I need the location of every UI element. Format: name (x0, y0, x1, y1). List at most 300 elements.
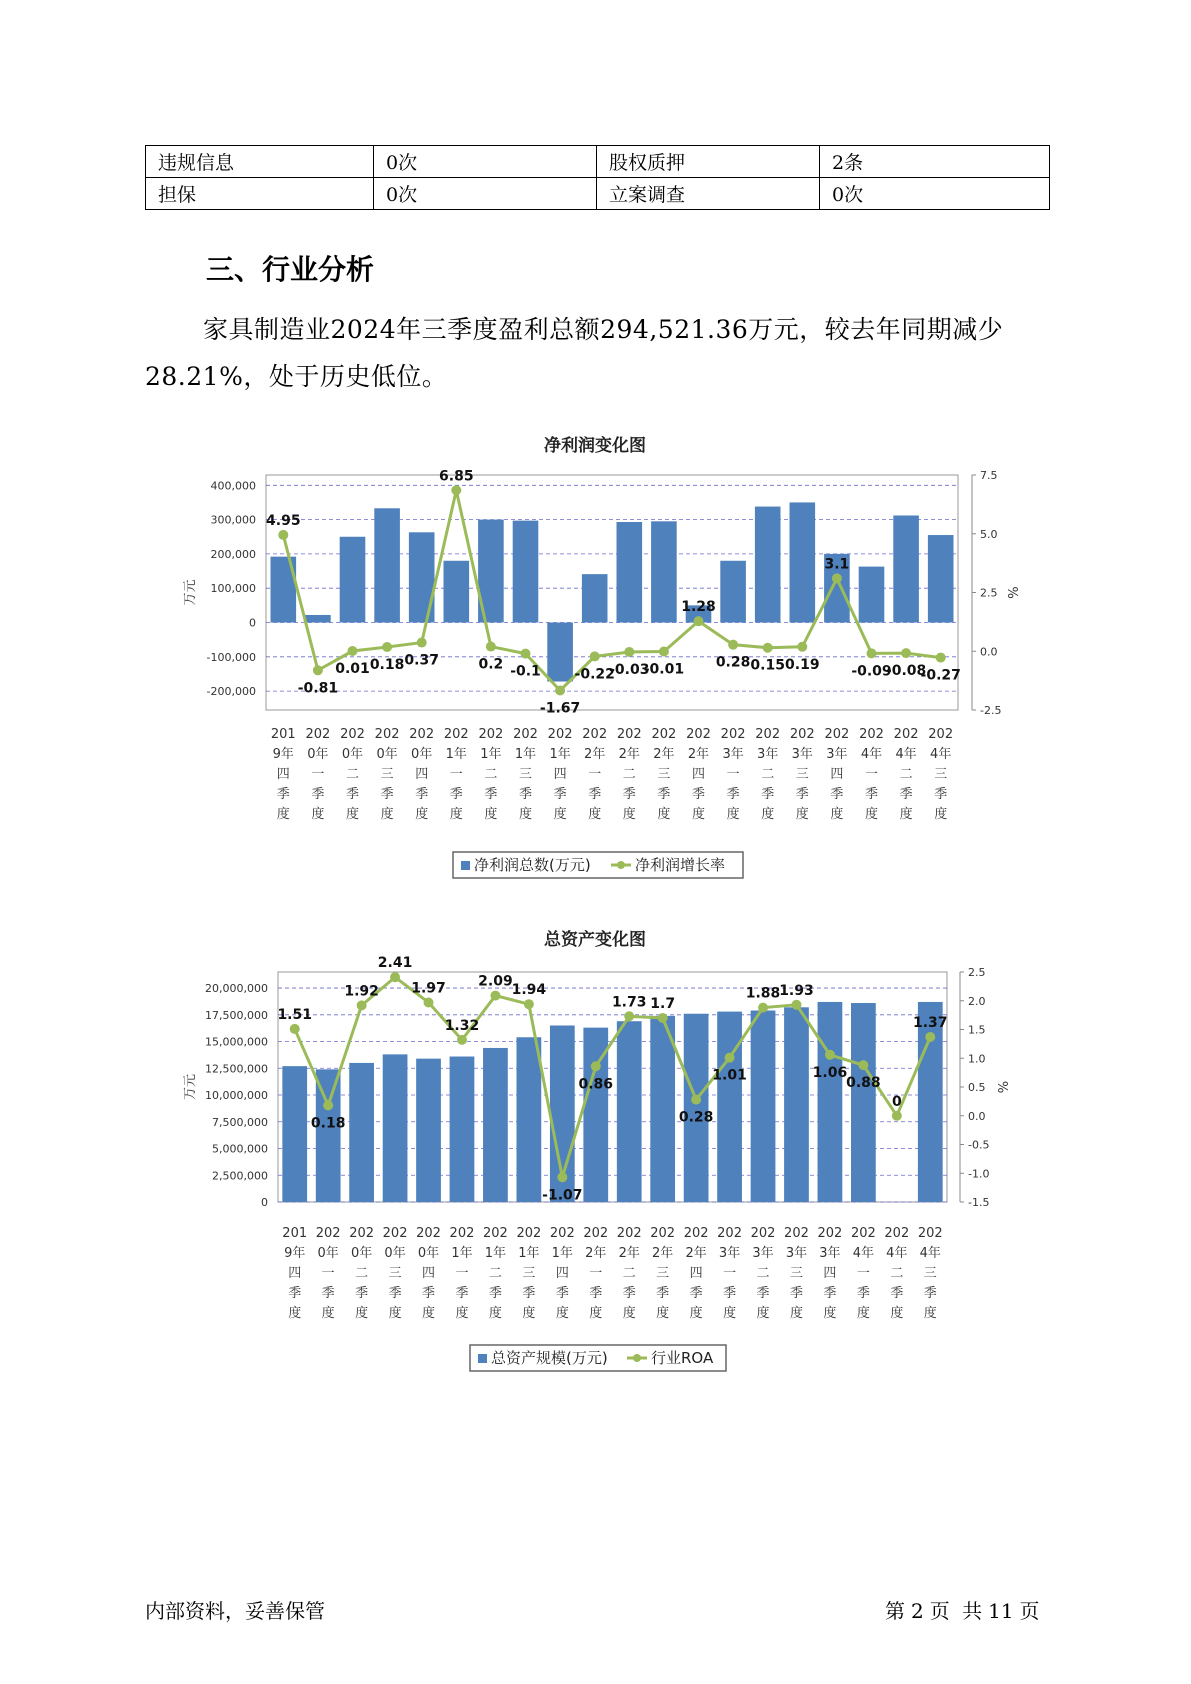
x-tick-label: 季 (856, 1286, 870, 1301)
bar (651, 521, 677, 622)
x-tick-label: 度 (276, 807, 290, 822)
x-tick-label: 202 (928, 727, 954, 742)
data-label: 3.1 (824, 556, 850, 573)
x-tick-label: 202 (382, 1226, 408, 1241)
x-tick-label: 度 (288, 1306, 302, 1321)
x-tick-label: 季 (864, 787, 879, 802)
x-tick-label: 季 (657, 787, 671, 802)
x-tick-label: 季 (553, 787, 567, 802)
x-tick-label: 季 (288, 1286, 302, 1301)
y-tick-label: 5,000,000 (212, 1142, 268, 1156)
bar (893, 515, 919, 622)
x-tick-label: 2年 (652, 1246, 674, 1261)
line-point (725, 1053, 735, 1063)
x-tick-label: 季 (756, 1286, 770, 1301)
bar (547, 623, 573, 682)
x-tick-label: 2年 (687, 747, 710, 762)
line-point (892, 1111, 902, 1121)
line-point (763, 643, 773, 653)
data-label: 1.28 (681, 599, 716, 616)
y-tick-label: 0 (261, 1196, 268, 1209)
x-tick-label: 四 (553, 767, 567, 782)
x-tick-label: 季 (415, 787, 429, 802)
x-tick-label: 4年 (919, 1246, 941, 1261)
x-tick-label: 季 (656, 1286, 670, 1301)
x-tick-label: 202 (583, 1226, 609, 1241)
x-tick-label: 二 (622, 767, 636, 782)
x-tick-label: 4年 (930, 747, 952, 762)
x-tick-label: 季 (345, 787, 360, 802)
data-label: 2.09 (478, 973, 513, 990)
x-tick-label: 四 (830, 767, 844, 782)
line-point (555, 685, 565, 695)
x-tick-label: 4年 (886, 1246, 908, 1261)
x-tick-label: 2年 (585, 1246, 607, 1261)
x-tick-label: 4年 (895, 747, 917, 762)
x-tick-label: 度 (522, 1306, 536, 1321)
x-tick-label: 度 (488, 1306, 502, 1321)
x-tick-label: 二 (355, 1266, 369, 1281)
line-point (936, 653, 946, 663)
bar (282, 1066, 307, 1202)
y2-tick-label: 0.5 (968, 1081, 986, 1094)
line-point (278, 530, 288, 540)
bar (443, 561, 469, 623)
x-tick-label: 3年 (826, 747, 848, 762)
legend-swatch-point (617, 861, 625, 869)
x-tick-label: 度 (899, 807, 913, 822)
line-point (323, 1100, 333, 1110)
legend-swatch-bar (461, 861, 470, 870)
x-tick-label: 四 (276, 767, 290, 782)
line-point (624, 647, 634, 657)
line-point (490, 991, 500, 1001)
x-tick-label: 度 (311, 807, 325, 822)
line-point (290, 1024, 300, 1034)
y-tick-label: 15,000,000 (205, 1035, 268, 1049)
bar (374, 508, 400, 622)
y2-tick-label: -1.0 (968, 1167, 990, 1181)
bar (789, 502, 815, 622)
x-tick-label: 202 (650, 1226, 676, 1241)
x-tick-label: 三 (934, 767, 948, 782)
x-tick-label: 二 (484, 767, 498, 782)
y2-axis-title: % (1007, 586, 1022, 599)
x-tick-label: 202 (340, 727, 365, 742)
x-tick-label: 季 (890, 1286, 904, 1301)
net-profit-chart (0, 425, 1191, 885)
section-title: 三、行业分析 (206, 253, 375, 286)
data-label: 1.73 (611, 994, 647, 1011)
x-tick-label: 季 (388, 1286, 402, 1301)
line-point (825, 1050, 835, 1060)
y-tick-label: 17,500,000 (205, 1008, 268, 1022)
legend-swatch-point (633, 1354, 641, 1362)
data-label: 2.41 (377, 955, 413, 972)
line-point (658, 1013, 668, 1023)
y2-axis-title: % (997, 1080, 1012, 1094)
bar (305, 615, 331, 623)
x-tick-label: 0年 (317, 1246, 339, 1261)
x-tick-label: 季 (830, 787, 844, 802)
x-tick-label: 季 (689, 1286, 703, 1301)
x-tick-label: 度 (388, 1306, 402, 1321)
bar (516, 1037, 541, 1202)
data-label: 1.32 (444, 1017, 480, 1034)
x-tick-label: 季 (899, 787, 913, 802)
x-tick-label: 度 (823, 1306, 837, 1321)
x-tick-label: 202 (817, 1226, 843, 1241)
bar (784, 1007, 809, 1202)
bar (650, 1016, 675, 1202)
y2-tick-label: -2.5 (980, 704, 1002, 717)
y-tick-label: 2,500,000 (212, 1169, 268, 1183)
x-tick-label: 四 (288, 1266, 302, 1281)
table-cell: 0次 (374, 146, 597, 178)
x-tick-label: 二 (622, 1266, 636, 1281)
data-label: 1.51 (277, 1006, 312, 1023)
x-tick-label: 四 (555, 1266, 569, 1281)
line-point (791, 1000, 801, 1010)
line-point (659, 646, 669, 656)
y-axis-title: 万元 (183, 579, 198, 606)
data-label: 1.97 (411, 980, 446, 997)
y2-tick-label: 2.5 (980, 586, 998, 600)
data-label: 0.28 (715, 654, 751, 671)
x-tick-label: 一 (321, 1266, 335, 1281)
data-label: 0.88 (846, 1075, 881, 1092)
x-tick-label: 度 (657, 807, 671, 822)
data-label: 1.06 (812, 1064, 848, 1081)
x-tick-label: 季 (588, 787, 602, 802)
chart-title: 净利润变化图 (544, 436, 646, 456)
line-point (758, 1003, 768, 1013)
line-point (867, 648, 877, 658)
x-tick-label: 度 (455, 1306, 469, 1321)
table-cell: 0次 (374, 178, 597, 210)
x-tick-label: 季 (321, 1286, 335, 1301)
bar (918, 1002, 943, 1202)
bar (340, 537, 366, 623)
x-tick-label: 季 (449, 787, 463, 802)
x-tick-label: 季 (723, 1286, 737, 1301)
x-tick-label: 1年 (451, 1246, 473, 1261)
y2-tick-label: 0.0 (980, 645, 998, 659)
x-tick-label: 201 (282, 1226, 308, 1241)
y2-tick-label: 7.5 (980, 469, 998, 482)
x-tick-label: 1年 (551, 1246, 573, 1261)
x-tick-label: 度 (321, 1306, 335, 1321)
x-tick-label: 度 (756, 1306, 770, 1321)
x-tick-label: 202 (516, 1226, 542, 1241)
x-tick-label: 季 (380, 787, 394, 802)
data-label: 0.18 (310, 1115, 346, 1132)
x-tick-label: 度 (934, 807, 948, 822)
x-tick-label: 202 (478, 727, 504, 742)
x-tick-label: 二 (756, 1266, 770, 1281)
bar (859, 567, 885, 623)
line-point (424, 997, 434, 1007)
x-tick-label: 202 (374, 727, 400, 742)
x-tick-label: 四 (689, 1266, 703, 1281)
data-label: -0.27 (920, 667, 961, 684)
x-tick-label: 度 (923, 1306, 937, 1321)
x-tick-label: 季 (484, 787, 498, 802)
x-tick-label: 四 (823, 1266, 837, 1281)
x-tick-label: 度 (555, 1306, 569, 1321)
data-label: -0.08 (885, 663, 927, 680)
x-tick-label: 二 (345, 767, 360, 782)
x-tick-label: 度 (415, 807, 429, 822)
x-tick-label: 三 (795, 767, 809, 782)
x-tick-label: 3年 (718, 1246, 741, 1261)
x-tick-label: 季 (589, 1286, 603, 1301)
x-tick-label: 季 (555, 1286, 569, 1301)
line-point (797, 642, 807, 652)
y-tick-label: -200,000 (206, 685, 256, 699)
x-tick-label: 1年 (484, 1246, 507, 1261)
legend-label: 净利润总数(万元) (474, 856, 591, 874)
x-tick-label: 二 (488, 1266, 502, 1281)
x-tick-label: 季 (522, 1286, 536, 1301)
x-tick-label: 季 (691, 787, 706, 802)
total-assets-chart (0, 922, 1191, 1377)
data-label: -0.22 (574, 666, 615, 683)
x-tick-label: 二 (899, 767, 913, 782)
x-tick-label: 0年 (341, 747, 364, 762)
x-tick-label: 三 (518, 767, 533, 782)
x-tick-label: 度 (789, 1306, 803, 1321)
data-label: 1.88 (745, 985, 781, 1002)
line-point (694, 616, 704, 626)
x-tick-label: 201 (270, 727, 296, 742)
line-point (832, 573, 842, 583)
x-tick-label: 季 (311, 787, 325, 802)
data-label: -1.67 (539, 700, 581, 717)
data-label: 0.2 (478, 656, 504, 673)
data-label: -0.09 (851, 663, 892, 680)
x-tick-label: 度 (588, 807, 602, 822)
y2-tick-label: 1.0 (968, 1052, 986, 1066)
x-tick-label: 度 (422, 1306, 436, 1321)
x-tick-label: 0年 (411, 747, 433, 762)
bar (851, 1003, 876, 1202)
bar (755, 507, 781, 623)
y-tick-label: 300,000 (210, 513, 256, 527)
x-tick-label: 季 (761, 787, 775, 802)
data-label: 1.37 (913, 1014, 948, 1031)
x-tick-label: 202 (824, 727, 850, 742)
x-tick-label: 0年 (307, 747, 329, 762)
bar (582, 574, 608, 622)
bar (450, 1057, 475, 1202)
data-label: 1.94 (511, 982, 547, 999)
x-tick-label: 9年 (272, 747, 294, 762)
x-tick-label: 1年 (445, 747, 467, 762)
line-point (557, 1172, 567, 1182)
x-tick-label: 三 (380, 767, 394, 782)
line-point (486, 642, 496, 652)
data-label: -0.1 (510, 663, 541, 680)
page-total: 11 (988, 1599, 1014, 1623)
x-tick-label: 四 (422, 1266, 436, 1281)
x-tick-label: 季 (355, 1286, 369, 1301)
x-tick-label: 1年 (549, 747, 571, 762)
x-tick-label: 3年 (752, 1246, 774, 1261)
x-tick-label: 度 (345, 807, 360, 822)
y-axis-title: 万元 (183, 1073, 198, 1101)
x-tick-label: 一 (449, 767, 463, 782)
x-tick-label: 202 (651, 727, 677, 742)
data-label: 6.85 (439, 468, 474, 485)
x-tick-label: 四 (415, 767, 429, 782)
bar (416, 1059, 441, 1202)
bar (513, 521, 539, 623)
x-tick-label: 3年 (785, 1246, 808, 1261)
x-tick-label: 季 (488, 1286, 502, 1301)
x-tick-label: 度 (656, 1306, 670, 1321)
line-point (390, 972, 400, 982)
x-tick-label: 三 (656, 1266, 670, 1281)
legend-label: 总资产规模(万元) (491, 1349, 608, 1367)
line-point (357, 1000, 367, 1010)
data-label: 4.95 (266, 512, 301, 529)
x-tick-label: 3年 (722, 747, 744, 762)
y-tick-label: 100,000 (210, 582, 256, 596)
line-point (590, 651, 600, 661)
x-tick-label: 202 (483, 1226, 508, 1241)
info-table (145, 145, 1050, 210)
x-tick-label: 202 (683, 1226, 709, 1241)
x-tick-label: 3年 (819, 1246, 841, 1261)
x-tick-label: 度 (553, 807, 567, 822)
data-label: 0.18 (369, 657, 405, 674)
y-tick-label: 7,500,000 (212, 1115, 268, 1129)
y2-tick-label: -0.5 (968, 1138, 990, 1152)
x-tick-label: 度 (484, 807, 498, 822)
line-point (858, 1060, 868, 1070)
x-tick-label: 度 (795, 807, 809, 822)
data-label: 1.92 (344, 983, 379, 1000)
data-label: 0.86 (578, 1076, 614, 1093)
x-tick-label: 度 (761, 807, 775, 822)
x-tick-label: 1年 (518, 1246, 540, 1261)
data-label: -0.03 (609, 661, 650, 678)
line-point (348, 646, 358, 656)
x-tick-label: 0年 (350, 1246, 373, 1261)
y2-tick-label: 0.0 (968, 1109, 986, 1123)
x-tick-label: 度 (726, 807, 740, 822)
x-tick-label: 一 (726, 767, 740, 782)
x-tick-label: 度 (518, 807, 533, 822)
x-tick-label: 度 (355, 1306, 369, 1321)
x-tick-label: 202 (349, 1226, 375, 1241)
x-tick-label: 度 (830, 807, 844, 822)
bar (483, 1048, 508, 1202)
x-tick-label: 0年 (376, 747, 398, 762)
x-tick-label: 四 (691, 767, 706, 782)
y2-tick-label: 1.5 (968, 1023, 986, 1037)
chart-title: 总资产变化图 (544, 930, 646, 950)
x-tick-label: 季 (789, 1286, 803, 1301)
data-label: 1.93 (779, 982, 814, 999)
x-tick-label: 度 (856, 1306, 870, 1321)
bar (720, 561, 746, 623)
x-tick-label: 度 (622, 807, 636, 822)
x-tick-label: 2年 (618, 1246, 640, 1261)
data-label: 0.01 (335, 661, 370, 678)
x-tick-label: 202 (750, 1226, 776, 1241)
line-point (382, 642, 392, 652)
x-tick-label: 2年 (653, 747, 675, 762)
x-tick-label: 202 (893, 727, 919, 742)
footer-note: 内部资料，妥善保管 (145, 1599, 325, 1623)
bar (818, 1002, 843, 1202)
x-tick-label: 一 (455, 1266, 469, 1281)
x-tick-label: 202 (717, 1226, 742, 1241)
x-tick-label: 1年 (480, 747, 502, 762)
y-tick-label: 400,000 (210, 479, 256, 493)
line-point (728, 640, 738, 650)
x-tick-label: 202 (755, 727, 781, 742)
legend-label: 行业ROA (651, 1349, 714, 1367)
x-tick-label: 3年 (757, 747, 779, 762)
data-label: -0.01 (643, 661, 685, 678)
x-tick-label: 202 (859, 727, 884, 742)
page-label: 第 (885, 1599, 905, 1623)
x-tick-label: 202 (449, 1226, 475, 1241)
x-tick-label: 一 (864, 767, 879, 782)
table-cell: 股权质押 (597, 146, 820, 178)
bar (617, 1021, 642, 1202)
x-tick-label: 度 (890, 1306, 904, 1321)
line-point (925, 1032, 935, 1042)
line-point (313, 665, 323, 675)
x-tick-label: 度 (589, 1306, 603, 1321)
y2-tick-label: -1.5 (968, 1196, 990, 1209)
line-point (624, 1011, 634, 1021)
data-label: 0 (891, 1093, 902, 1110)
x-tick-label: 季 (455, 1286, 469, 1301)
table-cell: 立案调查 (597, 178, 820, 210)
bar (349, 1063, 374, 1202)
data-label: -0.81 (297, 680, 339, 697)
table-cell: 违规信息 (146, 146, 374, 178)
data-label: 1.01 (712, 1067, 747, 1084)
x-tick-label: 0年 (417, 1246, 440, 1261)
x-tick-label: 202 (616, 1226, 642, 1241)
x-tick-label: 202 (416, 1226, 441, 1241)
x-tick-label: 202 (686, 727, 711, 742)
x-tick-label: 202 (917, 1226, 943, 1241)
x-tick-label: 0年 (384, 1246, 406, 1261)
x-tick-label: 季 (276, 787, 290, 802)
y-tick-label: 12,500,000 (205, 1062, 268, 1076)
x-tick-label: 202 (409, 727, 435, 742)
x-tick-label: 202 (789, 727, 815, 742)
x-tick-label: 度 (449, 807, 463, 822)
x-tick-label: 季 (823, 1286, 837, 1301)
data-label: 0.19 (785, 656, 820, 673)
x-tick-label: 1年 (514, 747, 537, 762)
y-tick-label: 200,000 (210, 547, 256, 561)
y-tick-label: 20,000,000 (205, 982, 268, 996)
x-tick-label: 三 (522, 1266, 536, 1281)
page-label: 共 (962, 1599, 983, 1623)
data-label: 0.37 (404, 652, 439, 669)
x-tick-label: 9年 (284, 1246, 306, 1261)
x-tick-label: 202 (315, 1226, 341, 1241)
